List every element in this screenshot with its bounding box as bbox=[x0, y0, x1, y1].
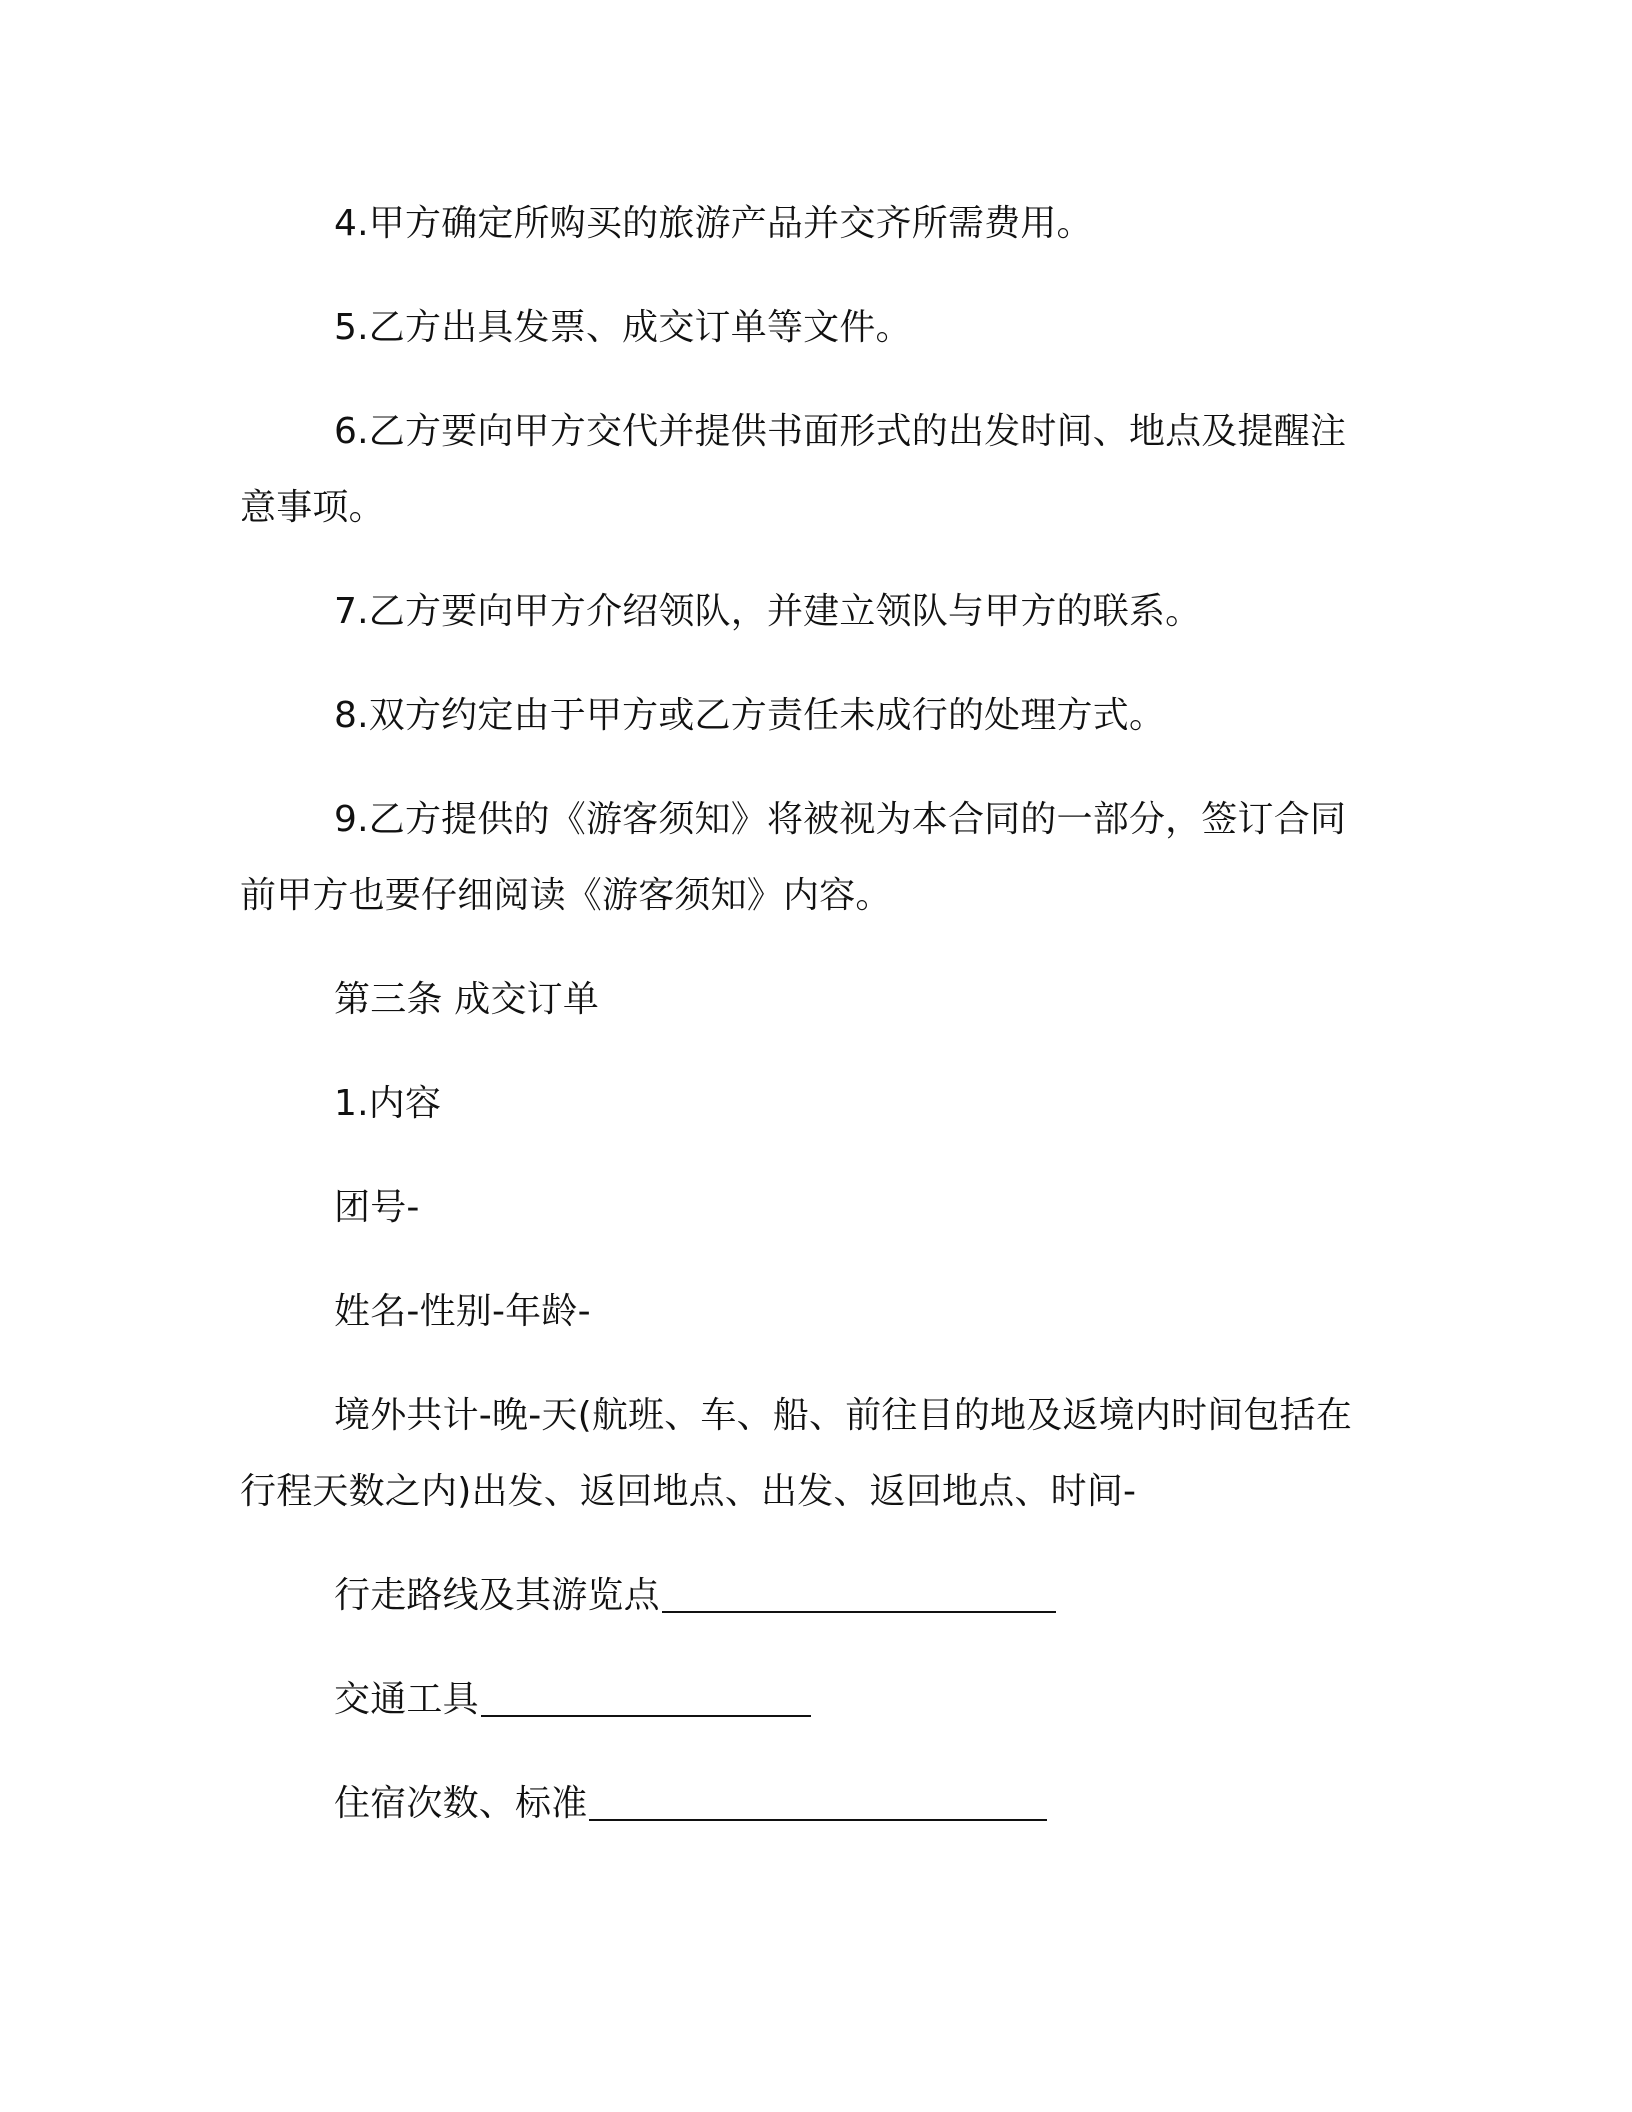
route-field bbox=[240, 1558, 1380, 1634]
paragraph-item-7: 7.乙方要向甲方介绍领队，并建立领队与甲方的联系。 bbox=[334, 591, 1202, 632]
paragraph-item-5: 5.乙方出具发票、成交订单等文件。 bbox=[334, 307, 912, 348]
paragraph-item-8: 8.双方约定由于甲方或乙方责任未成行的处理方式。 bbox=[334, 695, 1166, 736]
section-heading: 第三条 成交订单 bbox=[334, 979, 600, 1020]
transport-label: 交通工具 bbox=[334, 1679, 479, 1720]
itinerary-days-line: 境外共计-晚-天(航班、车、船、前往目的地及返境内时间包括在行程天数之内)出发、返回地点、出发、返回地点、时间- bbox=[240, 1395, 1353, 1512]
transport-field bbox=[240, 1662, 1380, 1738]
accommodation-field bbox=[240, 1766, 1380, 1842]
content-label: 1.内容 bbox=[334, 1083, 442, 1124]
route-label: 行走路线及其游览点 bbox=[334, 1575, 660, 1616]
document-content bbox=[240, 186, 1380, 1870]
group-number-line: 团号- bbox=[334, 1187, 420, 1228]
route-blank bbox=[662, 1575, 1056, 1613]
traveler-info-line: 姓名-性别-年龄- bbox=[334, 1291, 591, 1332]
paragraph-item-4: 4.甲方确定所购买的旅游产品并交齐所需费用。 bbox=[334, 203, 1093, 244]
paragraph-item-6: 6.乙方要向甲方交代并提供书面形式的出发时间、地点及提醒注意事项。 bbox=[240, 411, 1347, 528]
transport-blank bbox=[481, 1679, 811, 1717]
accommodation-blank bbox=[589, 1783, 1047, 1821]
paragraph-item-9: 9.乙方提供的《游客须知》将被视为本合同的一部分，签订合同前甲方也要仔细阅读《游客须知》内容。 bbox=[240, 799, 1347, 916]
accommodation-label: 住宿次数、标准 bbox=[334, 1783, 588, 1824]
